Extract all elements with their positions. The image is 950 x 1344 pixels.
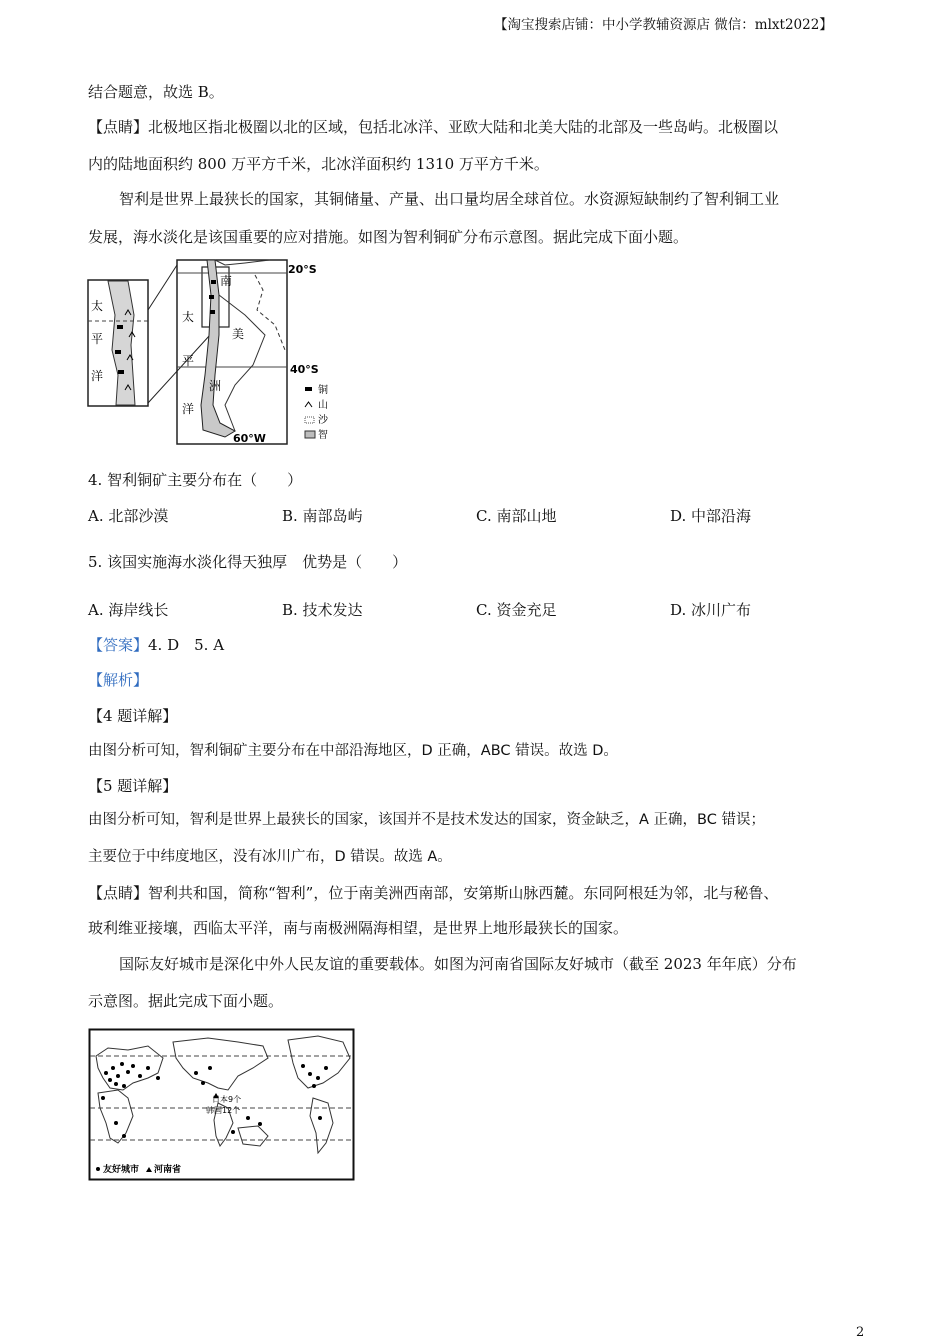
copper-mark [117,325,123,329]
text-line-2: 【点睛】北极地区指北极圈以北的区域，包括北冰洋、亚欧大陆和北美大陆的北部及一些岛屿。北极圈以 [88,118,779,136]
q4-stem: 4. 智利铜矿主要分布在（ ） [88,471,303,489]
point-line-2: 玻利维亚接壤，西临太平洋，南与南极洲隔海相望，是世界上地形最狭长的国家。 [88,919,629,937]
text-line-3: 内的陆地面积约 800 万平方千米，北冰洋面积约 1310 万平方千米。 [88,155,549,173]
legend-mountain: 山 [318,400,328,411]
answer-line [88,635,224,655]
q5-option-b: B. 技术发达 [282,601,363,619]
ocean-label-left-2: 平 [91,332,104,346]
point-line-1: 【点睛】智利共和国，简称“智利”，位于南美洲西南部，安第斯山脉西麓。东同阿根廷为邻，北与秘鲁、 [88,884,779,902]
d5-title: 【5 题详解】 [88,777,178,795]
d4-text: 由图分析可知，智利铜矿主要分布在中部沿海地区，D 正确，ABC 错误。故选 D。 [88,743,618,759]
latitude-label-40s: 40°S [290,363,319,376]
legend-chile: 智 [318,430,328,441]
ocean-label-left-1: 太 [91,299,104,313]
japan-label: 日本9个 [212,1095,242,1104]
ocean-label-left-3: 洋 [91,369,104,383]
ocean-label-right-1: 太 [182,310,195,324]
q5-option-d: D. 冰川广布 [670,601,752,619]
korea-label: 韩国12个 [206,1106,241,1115]
d5-text-2: 主要位于中纬度地区，没有冰川广布，D 错误。故选 A。 [88,849,452,865]
q5-stem: 5. 该国实施海水淡化得天独厚 优势是（ ） [88,553,408,571]
legend-copper: 铜 [318,385,328,396]
intro2-line-1: 国际友好城市是深化中外人民友谊的重要载体。如图为河南省国际友好城市（截至 2023 年年底）分布 [119,955,797,973]
answer-text: 4. D 5. A [148,636,225,654]
answer-label: 【答案】 [88,636,149,654]
copper-mark [118,370,124,374]
page-number: 2 [856,1325,865,1340]
text-line-5: 发展，海水淡化是该国重要的应对措施。如图为智利铜矿分布示意图。据此完成下面小题。 [88,228,689,246]
continent-label-3: 洲 [209,379,222,393]
q5-option-a: A. 海岸线长 [88,601,169,619]
intro2-line-2: 示意图。据此完成下面小题。 [88,992,284,1010]
q4-option-d: D. 中部沿海 [670,507,752,525]
q5-option-c: C. 资金充足 [476,601,557,619]
text-line-1: 结合题意，故选 B。 [88,83,224,101]
chile-copper-map [85,255,350,447]
legend-henan: 河南省 [154,1165,182,1175]
ocean-label-right-3: 洋 [182,402,195,416]
analysis-label: 【解析】 [88,671,149,689]
latitude-label-20s: 20°S [288,263,317,276]
d5-text-1: 由图分析可知，智利是世界上最狭长的国家，该国并不是技术发达的国家，资金缺乏，A 正确，BC 错误； [88,812,765,828]
q4-option-a: A. 北部沙漠 [88,507,169,525]
d4-title: 【4 题详解】 [88,707,178,725]
ocean-label-right-2: 平 [182,354,195,368]
legend-desert: 沙 [318,415,328,426]
text-line-4: 智利是世界上最狭长的国家，其铜储量、产量、出口量均居全球首位。水资源短缺制约了智利铜工业 [119,190,780,208]
henan-sister-cities-map [88,1028,356,1182]
page-header: 【淘宝搜索店铺：中小学教辅资源店 微信：mlxt2022】 [494,17,833,33]
continent-label-1: 南 [220,274,233,288]
continent-label-2: 美 [232,327,245,341]
q4-option-b: B. 南部岛屿 [282,507,363,525]
legend-sister-city: 友好城市 [103,1165,140,1175]
longitude-label-60w: 60°W [233,432,266,445]
q4-option-c: C. 南部山地 [476,507,557,525]
copper-mark [115,350,121,354]
